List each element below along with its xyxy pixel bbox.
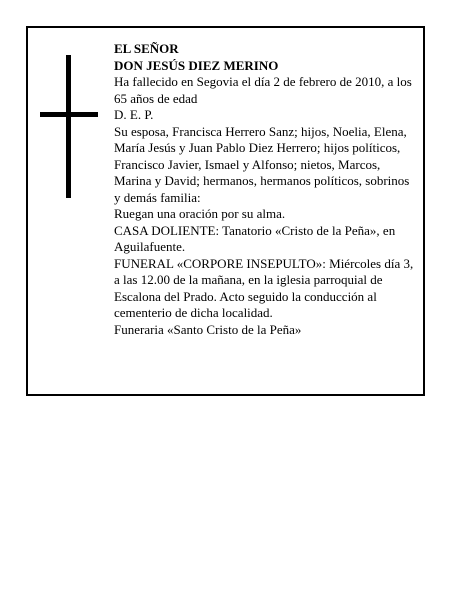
cross-icon	[40, 55, 98, 198]
obituary-notice	[26, 26, 425, 396]
cross-vertical-bar	[66, 55, 71, 198]
funeraria: Funeraria «Santo Cristo de la Peña»	[114, 321, 302, 337]
cross-horizontal-bar	[40, 112, 98, 117]
dep-text: D. E. P.	[114, 107, 154, 122]
title-line-1: EL SEÑOR	[114, 41, 179, 56]
death-info: Ha fallecido en Segovia el día 2 de febrero de 2010, a los 65 años de edad	[114, 74, 412, 106]
casa-doliente: CASA DOLIENTE: Tanatorio «Cristo de la Peña», en Aguilafuente.	[114, 222, 396, 254]
family-list: Su esposa, Francisca Herrero Sanz; hijos, Noelia, Elena, María Jesús y Juan Pablo Diez Herrero; hijos políticos, Francisco Javier, Ismael y Alfonso; nietos, Marcos, Marina y David; hermanos, hermanos políticos, sobrinos y demás familia:	[114, 123, 410, 205]
deceased-name: DON JESÚS DIEZ MERINO	[114, 57, 279, 73]
obituary-text	[114, 41, 414, 338]
prayer-request: Ruegan una oración por su alma.	[114, 206, 286, 221]
funeral-info: FUNERAL «CORPORE INSEPULTO»: Miércoles día 3, a las 12.00 de la mañana, en la iglesia parroquial de Escalona del Prado. Acto seguido la conducción al cementerio de dicha localidad.	[114, 255, 414, 320]
